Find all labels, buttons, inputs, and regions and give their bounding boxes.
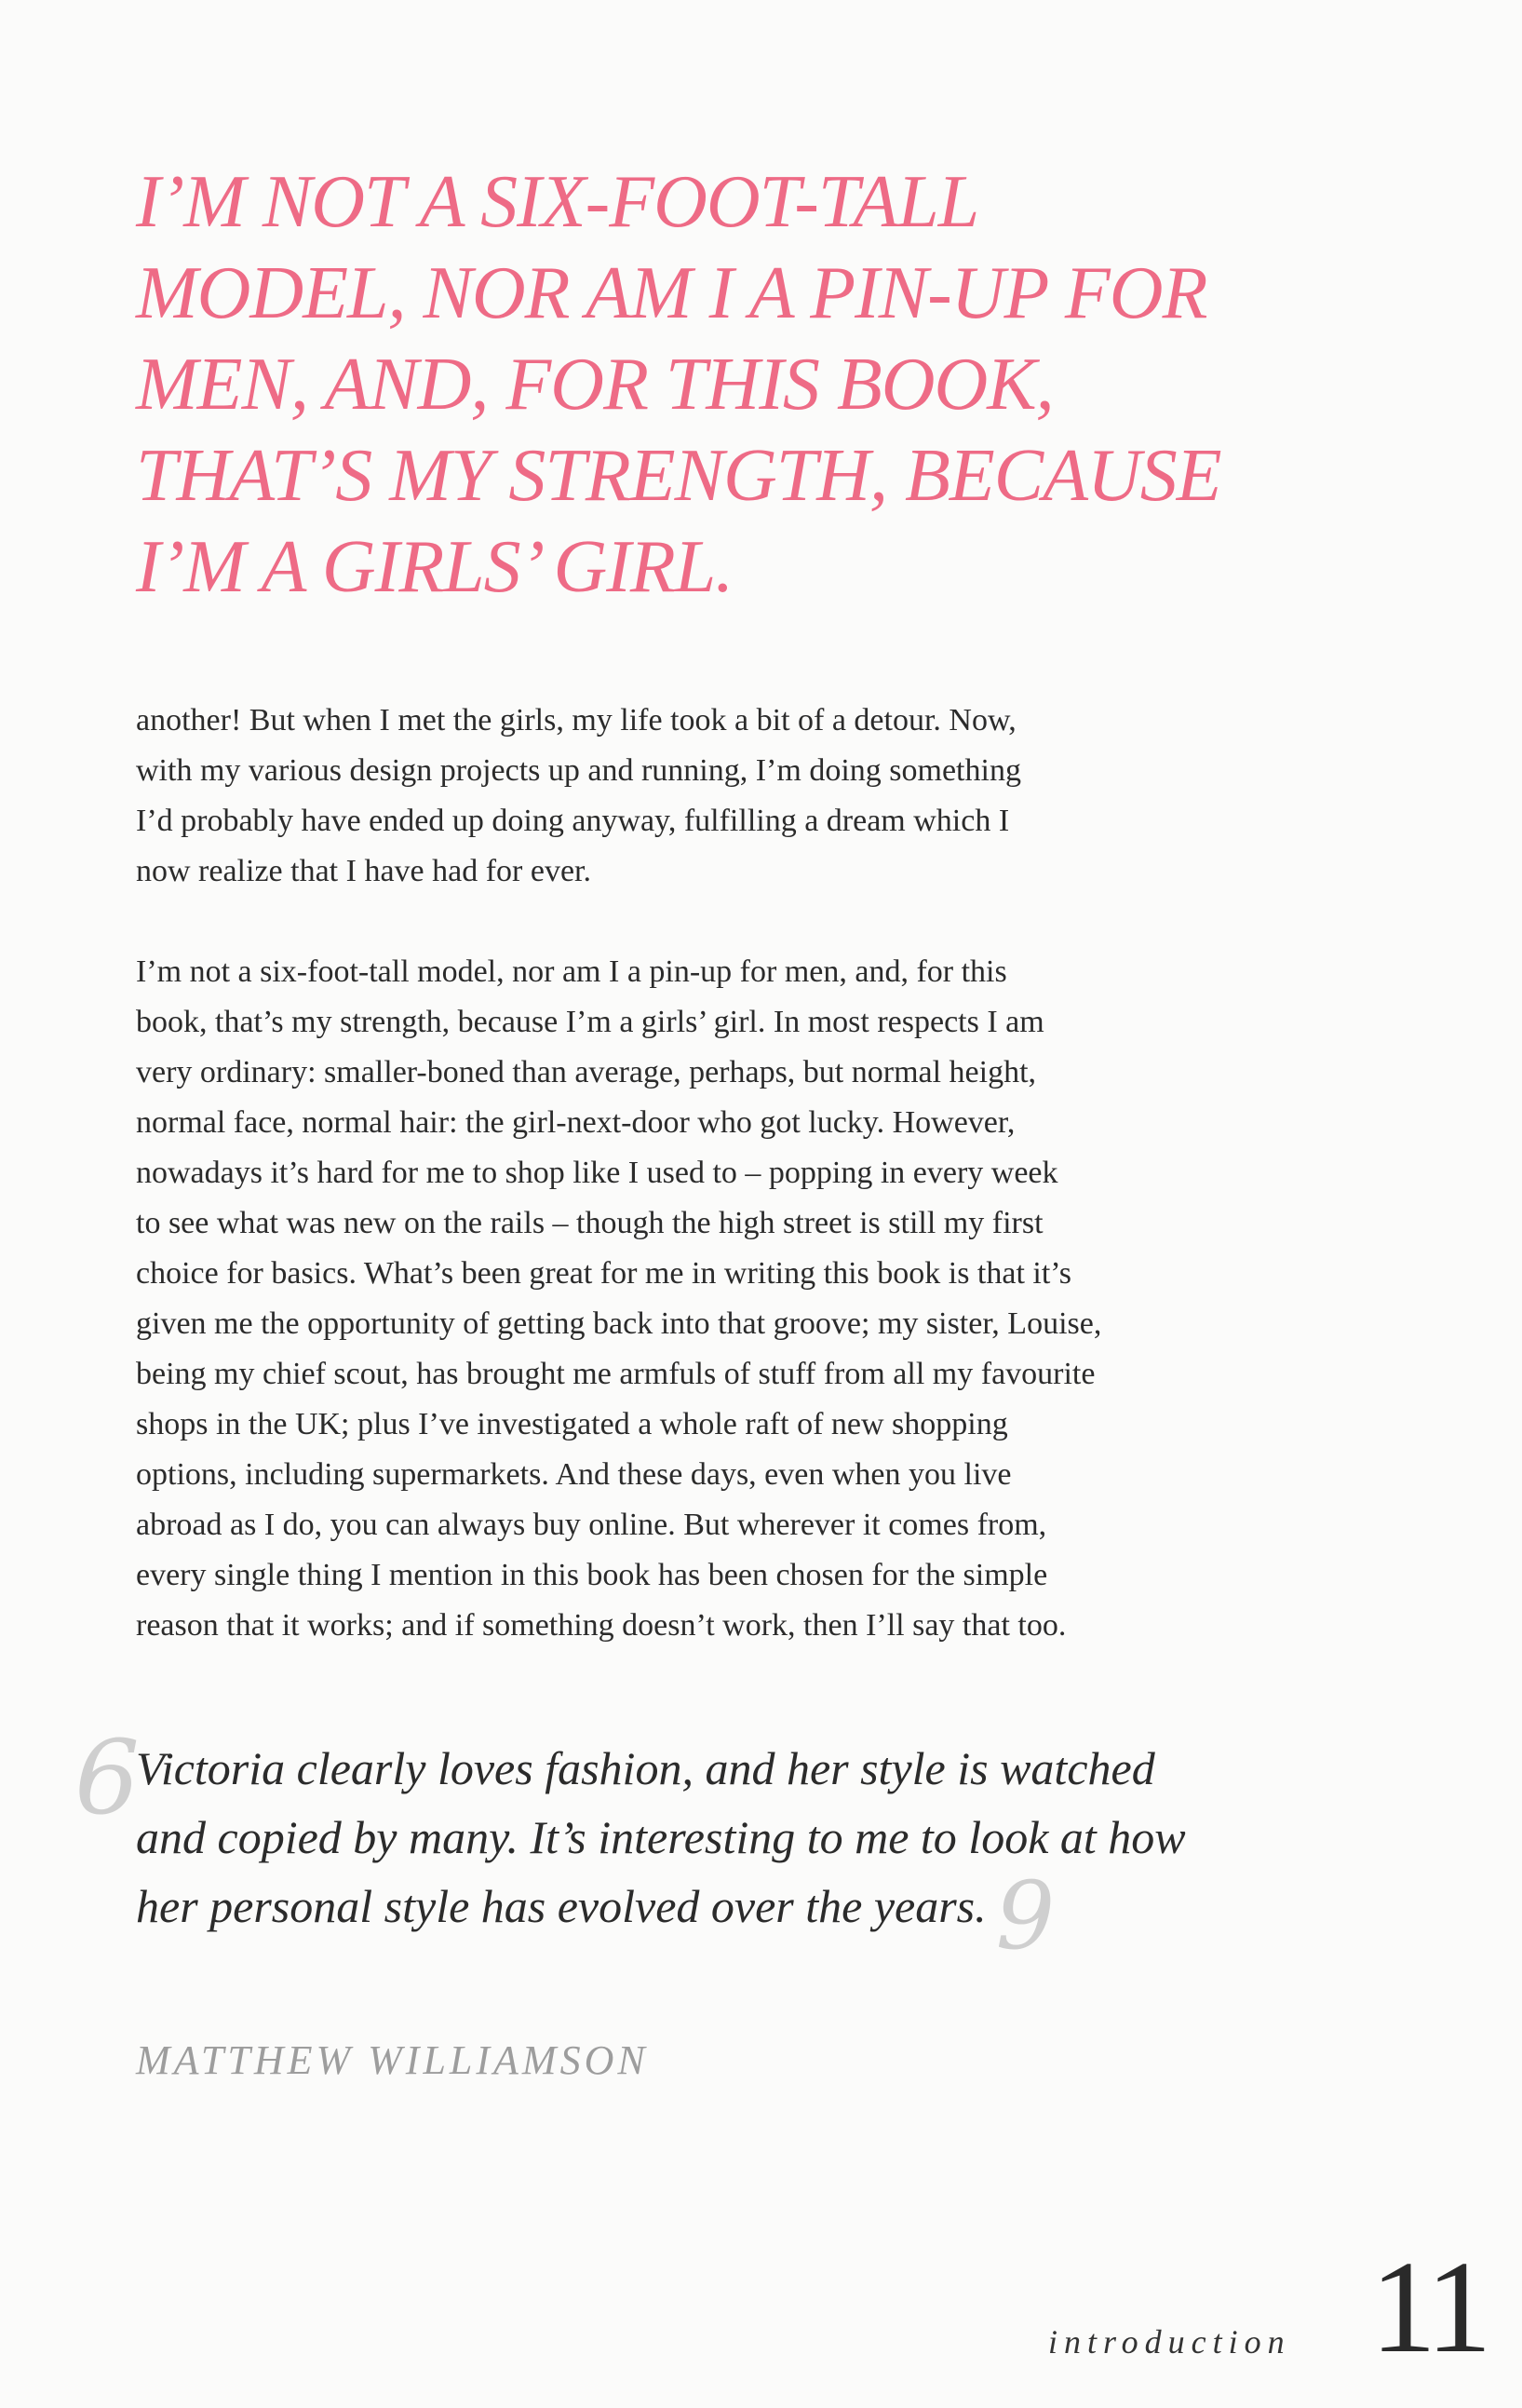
paragraph-line: every single thing I mention in this book has been chosen for the simple xyxy=(136,1558,1048,1592)
paragraph-line: I’d probably have ended up doing anyway, fulfilling a dream which I xyxy=(136,804,1010,838)
body-paragraph-2 xyxy=(136,947,1337,1651)
paragraph-line: another! But when I met the girls, my life took a bit of a detour. Now, xyxy=(136,703,1017,737)
testimonial-text xyxy=(136,1734,1186,1970)
paragraph-line: nowadays it’s hard for me to shop like I used to – popping in every week xyxy=(136,1156,1058,1190)
paragraph-line: reason that it works; and if something doesn’t work, then I’ll say that too. xyxy=(136,1608,1067,1643)
testimonial-line xyxy=(136,1861,1186,1970)
open-quote-mark: 6 xyxy=(74,1718,140,1837)
testimonial-line-text: her personal style has evolved over the years. xyxy=(136,1880,987,1932)
paragraph-line: being my chief scout, has brought me armfuls of stuff from all my favourite xyxy=(136,1357,1096,1391)
paragraph-line: abroad as I do, you can always buy online. But wherever it comes from, xyxy=(136,1508,1047,1542)
close-quote-mark: 9 xyxy=(995,1861,1056,1970)
testimonial-line: and copied by many. It’s interesting to me to look at how xyxy=(136,1811,1186,1863)
paragraph-line: choice for basics. What’s been great for me in writing this book is that it’s xyxy=(136,1256,1071,1291)
paragraph-line: book, that’s my strength, because I’m a girls’ girl. In most respects I am xyxy=(136,1005,1044,1039)
pull-quote-line: MODEL, NOR AM I A PIN-UP FOR xyxy=(136,252,1207,334)
paragraph-line: with my various design projects up and running, I’m doing something xyxy=(136,753,1021,788)
testimonial-line: Victoria clearly loves fashion, and her style is watched xyxy=(136,1742,1155,1794)
running-footer-section: introduction xyxy=(1048,2323,1291,2361)
paragraph-line: to see what was new on the rails – though the high street is still my first xyxy=(136,1206,1044,1240)
attribution: MATTHEW WILLIAMSON xyxy=(136,2037,649,2083)
paragraph-line: now realize that I have had for ever. xyxy=(136,854,591,888)
page-number: 11 xyxy=(1370,2233,1487,2380)
pull-quote-line: I’M NOT A SIX-FOOT-TALL xyxy=(136,161,979,243)
paragraph-line: very ordinary: smaller-boned than average, perhaps, but normal height, xyxy=(136,1055,1037,1089)
paragraph-line: normal face, normal hair: the girl-next-door who got lucky. However, xyxy=(136,1105,1016,1140)
pull-quote-line: THAT’S MY STRENGTH, BECAUSE xyxy=(136,435,1221,517)
paragraph-line: I’m not a six-foot-tall model, nor am I a pin-up for men, and, for this xyxy=(136,954,1007,989)
paragraph-line: given me the opportunity of getting back into that groove; my sister, Louise, xyxy=(136,1306,1102,1341)
pull-quote xyxy=(136,156,1327,613)
body-paragraph-1 xyxy=(136,696,1337,897)
paragraph-line: options, including supermarkets. And these days, even when you live xyxy=(136,1457,1012,1492)
pull-quote-line: MEN, AND, FOR THIS BOOK, xyxy=(136,344,1054,426)
paragraph-line: shops in the UK; plus I’ve investigated a whole raft of new shopping xyxy=(136,1407,1008,1441)
pull-quote-line: I’M A GIRLS’ GIRL. xyxy=(136,526,734,608)
